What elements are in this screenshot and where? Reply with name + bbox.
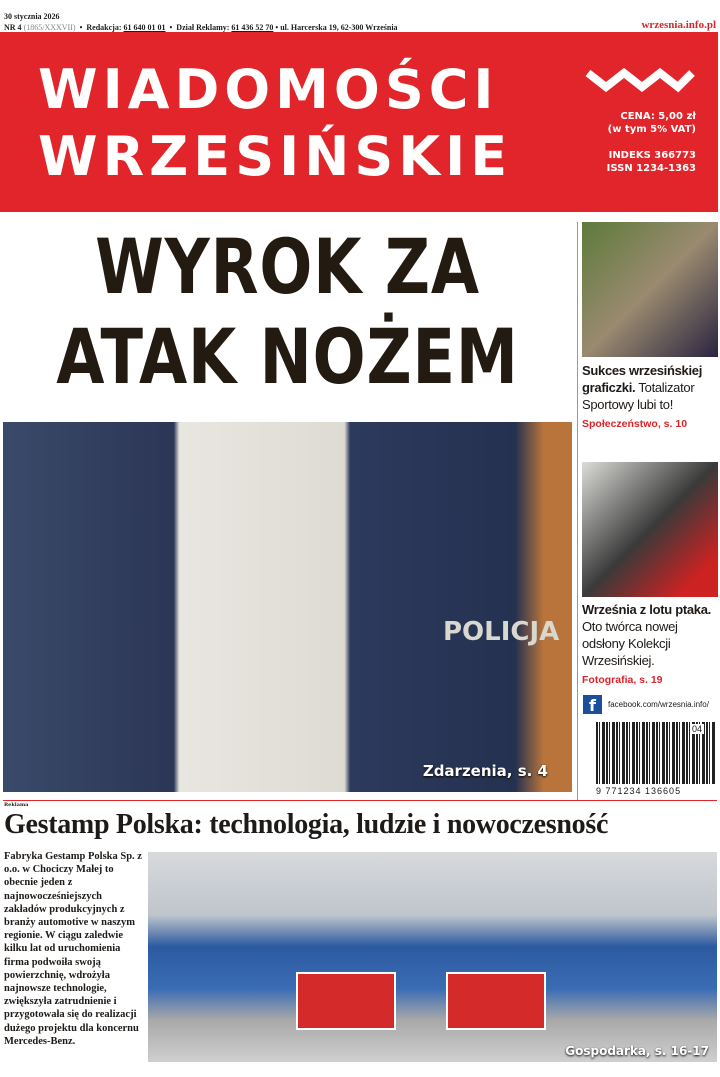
ad-tag: Reklama (4, 802, 29, 808)
section-divider (3, 800, 717, 801)
headline-line1: WYROK ZA (95, 222, 480, 311)
vat: (w tym 5% VAT) (607, 124, 696, 135)
story1-block[interactable] (582, 362, 719, 431)
lead-headline[interactable] (52, 222, 524, 407)
story2-section[interactable]: Fotografia, s. 19 (582, 674, 663, 686)
title-line1: WIADOMOŚCI (38, 58, 499, 121)
story2-photo[interactable] (582, 462, 718, 597)
issue-info: 30 stycznia 2026 NR 4 (1865/XXXVII) • Redakcja: 61 640 01 01 • Dział Reklamy: 61 436 52 70 • ul. Harcerska 19, 62-300 Września (4, 11, 564, 33)
address: ul. Harcerska 19, 62-300 Września (280, 23, 398, 32)
facebook-icon[interactable]: f (583, 695, 602, 714)
story1-section[interactable]: Społeczeństwo, s. 10 (582, 418, 688, 430)
police-text: POLICJA (443, 617, 560, 647)
issn: ISSN 1234-1363 (606, 163, 696, 174)
title-line2: WRZESIŃSKIE (38, 125, 513, 188)
date: 30 stycznia 2026 (4, 12, 60, 21)
editorial-label: Redakcja: (86, 23, 122, 32)
story1-bold: Sukces wrzesińskiej graficzki. (582, 363, 703, 395)
lead-photo[interactable] (3, 422, 572, 792)
index: INDEKS 366773 (608, 150, 696, 161)
column-divider (577, 222, 578, 800)
lead-caption: Zdarzenia, s. 4 (422, 762, 548, 780)
story2-block[interactable] (582, 601, 719, 687)
machine-box (446, 972, 546, 1030)
ads-label: Dział Reklamy: (176, 23, 230, 32)
price: CENA: 5,00 zł (620, 111, 696, 122)
feature-headline[interactable]: Gestamp Polska: technologia, ludzie i nowoczesność (4, 809, 609, 840)
barcode-addon: 04 (692, 724, 703, 734)
logo-zigzag-icon (584, 67, 696, 93)
feature-caption: Gospodarka, s. 16-17 (565, 1044, 709, 1058)
site-link[interactable]: wrzesnia.info.pl (641, 19, 716, 31)
story2-bold: Września z lotu ptaka. (582, 602, 711, 617)
barcode-number: 9 771234 136605 (596, 786, 682, 796)
story1-photo[interactable] (582, 222, 718, 357)
issue-number: NR 4 (4, 23, 22, 32)
feature-body: Fabryka Gestamp Polska Sp. z o.o. w Chociczy Małej to obecnie jeden z najnowocześniejszych zakładów produkcyjnych z branży automotive w naszym regionie. W ciągu zaledwie kilku lat od uruchomienia firma podwoiła swoją powierzchnię, wdrożyła najnowsze technologie, zwiększyła zatrudnienie i przygotowała się do realizacji dużego projektu dla koncernu Mercedes-Benz. (4, 851, 142, 1047)
ads-phone[interactable]: 61 436 52 70 (231, 23, 274, 32)
story2-body: Oto twórca nowej odsłony Kolekcji Wrzesińskiej. (582, 619, 678, 668)
story2-text[interactable] (582, 601, 719, 669)
feature-photo[interactable] (148, 852, 717, 1062)
masthead-banner (0, 32, 718, 212)
headline-line2: ATAK NOŻEM (56, 312, 519, 401)
issue-detail: (1865/XXXVII) (23, 23, 76, 32)
editorial-phone[interactable]: 61 640 01 01 (123, 23, 166, 32)
story1-text[interactable] (582, 362, 719, 413)
story1-body: Totalizator Sportowy lubi to! (582, 380, 695, 412)
machine-box (296, 972, 396, 1030)
facebook-link[interactable]: facebook.com/wrzesnia.info/ (608, 700, 709, 709)
